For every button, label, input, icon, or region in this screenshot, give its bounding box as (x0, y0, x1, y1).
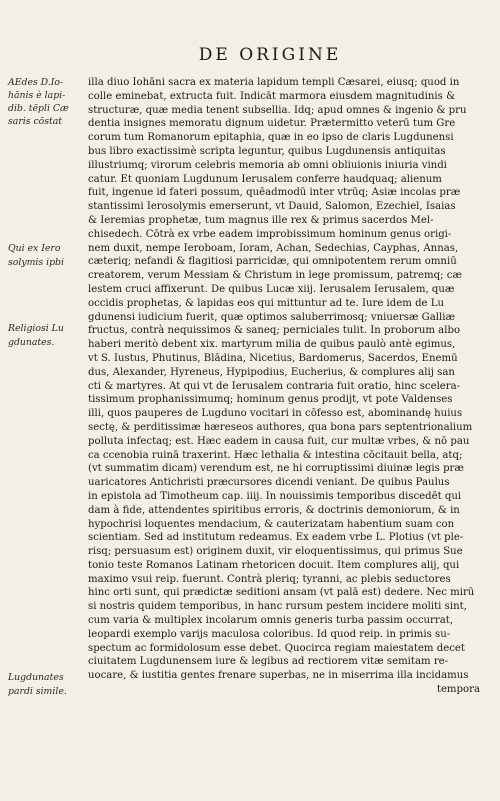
text-line: nem duxit, nempe Ieroboam, Ioram, Achan, Sedechias, Cayphas, Annas, (88, 242, 459, 254)
text-line: si nostris quidem temporibus, in hanc rursum pestem incidere moliti sint, (88, 601, 467, 613)
text-line: haberi meritò debent xix. martyrum milia de quibus paulò antè egimus, (88, 339, 456, 351)
margin-note: saris cōstat (8, 116, 63, 127)
margin-note: solymis ipbi (8, 257, 64, 268)
text-line: dus, Alexander, Hyreneus, Hypipodius, Eucherius, & complures alij san (88, 366, 455, 378)
text-line: (vt summatim dicam) verendum est, ne hi corruptissimi diuinæ legis præ (88, 463, 464, 475)
text-line: ca ccenobia ruinā traxerint. Hæc lethalia & intestina cōcitauit bella, atq; (88, 449, 463, 461)
text-line: uocare, & iustitia gentes frenare superbas, ne in miserrima illa incidamus (88, 670, 469, 682)
text-line: sectę, & perditissimæ hæreseos authores, qua bona pars septentrionalium (88, 421, 473, 433)
text-line: dentia insignes memoratu dignum uidetur. Prætermitto veterū tum Gre (88, 118, 456, 130)
margin-notes (0, 0, 90, 801)
text-line: cæteriq; nefandi & flagitiosi parricidæ, qui omnipotentem rerum omniū (88, 256, 457, 268)
text-line: tissimum prophanissimumq; hominum genus prodijt, vt pote Valdenses (88, 394, 453, 406)
text-line: cum varia & multiplex incolarum omnis generis turba passim occurrat, (88, 615, 454, 627)
text-line: hinc orti sunt, qui prædictæ seditioni ansam (vt palā est) dedere. Nec mirū (88, 587, 475, 599)
text-line: scientiam. Sed ad institutum redeamus. Ex eadem vrbe L. Plotius (vt ple- (88, 532, 464, 544)
text-line: gdunensi iudicium fuerit, quæ optimos saluberrimosq; vniuersæ Galliæ (88, 311, 455, 323)
text-line: hypochrisi loquentes mendacium, & cauterizatam habentium suam con (88, 518, 455, 530)
text-line: dam à fide, attendentes spiritibus erroris, & doctrinis demoniorum, & in (88, 504, 460, 516)
text-line: tonio teste Romanos Latinam rhetoricen docuit. Item complures alij, qui (88, 559, 460, 571)
text-line: vt S. Iustus, Phutinus, Blādina, Nicetius, Bardomerus, Sacerdos, Enemū (88, 352, 458, 364)
margin-note: AEdes D.Io- (8, 77, 64, 88)
text-line: corum tum Romanorum epitaphia, quæ in eo ipso de claris Lugdunensi (88, 132, 454, 144)
text-line: polluta infectaq; est. Hæc eadem in causa fuit, cur multæ vrbes, & nō pau (88, 435, 470, 447)
text-line: maximo vsui reip. fuerunt. Contrà pleriq; tyranni, ac plebis seductores (88, 573, 451, 585)
margin-note: gdunates. (8, 337, 55, 348)
text-line: structuræ, quæ media tenent subsellia. Idq; apud omnes & ingenio & pru (88, 104, 467, 116)
margin-note: Lugdunates (8, 672, 64, 683)
margin-note: dib. tēpli Cæ (8, 103, 69, 114)
text-line: & Ieremias prophetæ, tum magnus ille rex & primus sacerdos Mel- (88, 214, 434, 226)
text-line: cti & martyres. At qui vt de Ierusalem contraria fuit oratio, hinc scelera- (88, 380, 461, 392)
text-line: ciuitatem Lugdunensem iure & legibus ad rectiorem vitæ semitam re- (88, 656, 449, 668)
body-text (88, 76, 488, 697)
text-line: in epistola ad Timotheum cap. iiij. In nouissimis temporibus discedēt qui (88, 490, 462, 502)
margin-note: Religiosi Lu (8, 323, 64, 334)
text-line: bus libro exactissimè scripta leguntur, quibus Lugdunensis antiquitas (88, 145, 446, 157)
text-line: uaricatores Antichristi præcursores dicendi veniant. De quibus Paulus (88, 477, 450, 489)
text-line: stantissimi Ierosolymis emerserunt, vt Dauid, Salomon, Ezechiel, Isaias (88, 201, 456, 213)
margin-note: pardi simile. (8, 686, 67, 697)
text-line: colle eminebat, extructa fuit. Indicāt marmora eiusdem magnitudinis & (88, 90, 456, 102)
text-line: illa diuo Iohāni sacra ex materia lapidum templi Cæsarei, eiusq; quod in (88, 77, 460, 88)
text-line: lestem cruci affixerunt. De quibus Lucæ xiij. Ierusalem Ierusalem, quæ (88, 283, 455, 295)
text-line: occidis prophetas, & lapidas eos qui mittuntur ad te. Iure idem de Lu (88, 297, 445, 309)
text-line: creatorem, verum Messiam & Christum in lege promissum, patremq; cæ (88, 270, 462, 282)
text-line: fructus, contrà nequissimos & saneq; perniciales tulit. In proborum albo (88, 325, 461, 337)
text-line: tempora (436, 684, 480, 696)
text-line: leopardi exemplo varijs maculosa coloribus. Id quod reip. in primis su- (88, 628, 451, 640)
text-line: illustriumq; virorum celebris memoria ab omni obliuionis iniuria vindi (88, 159, 447, 171)
header-title: DE ORIGINE (198, 45, 342, 65)
margin-note: hānis è lapi- (8, 90, 66, 101)
text-line: catur. Et quoniam Lugdunum Ierusalem conferre haudquaq; alienum (88, 173, 442, 185)
text-line: chisedech. Cōtrà ex vrbe eadem improbissimum hominum genus origi- (88, 228, 452, 240)
text-line: spectum ac formidolosum esse debet. Quocirca regiam maiestatem decet (88, 642, 465, 654)
text-line: risq; persuasum est) originem duxit, vir eloquentissimus, qui primus Sue (88, 546, 463, 558)
text-line: fuit, ingenue id fateri possum, quēadmodū inter vtrūq; Asiæ incolas præ (88, 187, 461, 199)
margin-note: Qui ex Iero (8, 243, 61, 254)
text-line: illi, quos pauperes de Lugduno vocitari in cōfesso est, abominandę huius (88, 408, 463, 420)
